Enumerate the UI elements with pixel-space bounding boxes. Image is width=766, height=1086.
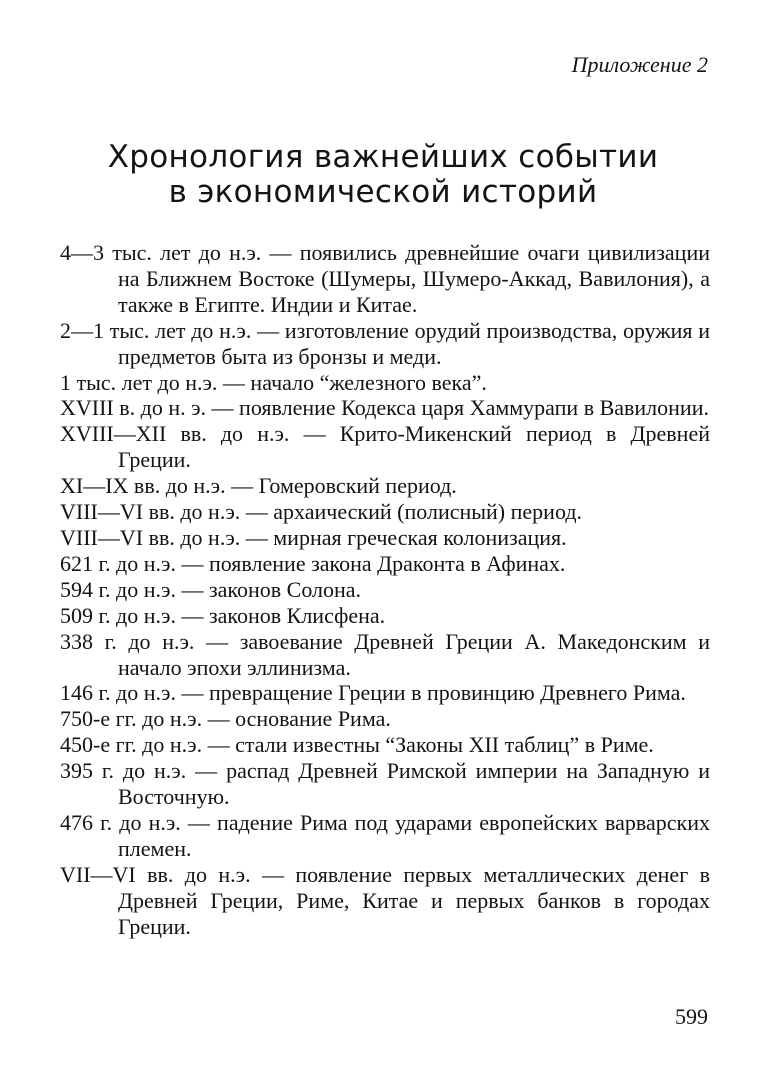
chronology-entry: 4—3 тыс. лет до н.э. — появились древнейшие очаги цивилизации на Ближнем Востоке (Шумеры, Шумеро-Аккад, Вавилония), а также в Египте. Индии и Китае. (60, 240, 710, 317)
chronology-entry: XVIII—XII вв. до н.э. — Крито-Микенский период в Древней Греции. (60, 421, 710, 473)
chronology-entry: 594 г. до н.э. — законов Солона. (60, 576, 362, 602)
chronology-entry: XVIII в. до н. э. — появление Кодекса царя Хаммурапи в Вавилонии. (60, 395, 709, 421)
chronology-entry: VII—VI вв. до н.э. — появление первых металлических денег в Древней Греции, Риме, Китае и первых банков в городах Греции. (60, 861, 710, 939)
page-title-line-1: Хронология важнейших событии (107, 139, 659, 175)
page-number: 599 (675, 1004, 708, 1029)
chronology-entry: 509 г. до н.э. — законов Клисфена. (60, 602, 386, 628)
chronology-entry: 621 г. до н.э. — появление закона Драконта в Афинах. (60, 550, 566, 576)
chronology-entry: VIII—VI вв. до н.э. — мирная греческая колонизация. (60, 524, 567, 550)
chronology-entry: 146 г. до н.э. — превращение Греции в провинцию Древнего Рима. (60, 680, 686, 706)
chronology-entry: 750-е гг. до н.э. — основание Рима. (60, 706, 391, 732)
chronology-entry: XI—IX вв. до н.э. — Гомеровский период. (60, 473, 457, 499)
running-head: Приложение 2 (571, 52, 708, 77)
chronology-entry: 2—1 тыс. лет до н.э. — изготовление орудий производства, оружия и предметов быта из бронзы и меди. (60, 317, 710, 369)
chronology-entry: 450-е гг. до н.э. — стали известны “Законы XII таблиц” в Риме. (60, 732, 654, 758)
chronology-entry: 476 г. до н.э. — падение Рима под ударами европейских варварских племен. (60, 809, 710, 861)
chronology-list (60, 240, 710, 939)
page-title (0, 140, 766, 210)
chronology-entry: 1 тыс. лет до н.э. — начало “железного века”. (60, 369, 487, 395)
chronology-entry: 338 г. до н.э. — завоевание Древней Греции А. Македонским и начало эпохи эллинизма. (60, 628, 710, 680)
chronology-entry: VIII—VI вв. до н.э. — архаический (полисный) период. (60, 499, 583, 525)
chronology-entry: 395 г. до н.э. — распад Древней Римской империи на Западную и Восточную. (60, 758, 710, 810)
page-title-line-2: в экономической историй (168, 174, 598, 210)
